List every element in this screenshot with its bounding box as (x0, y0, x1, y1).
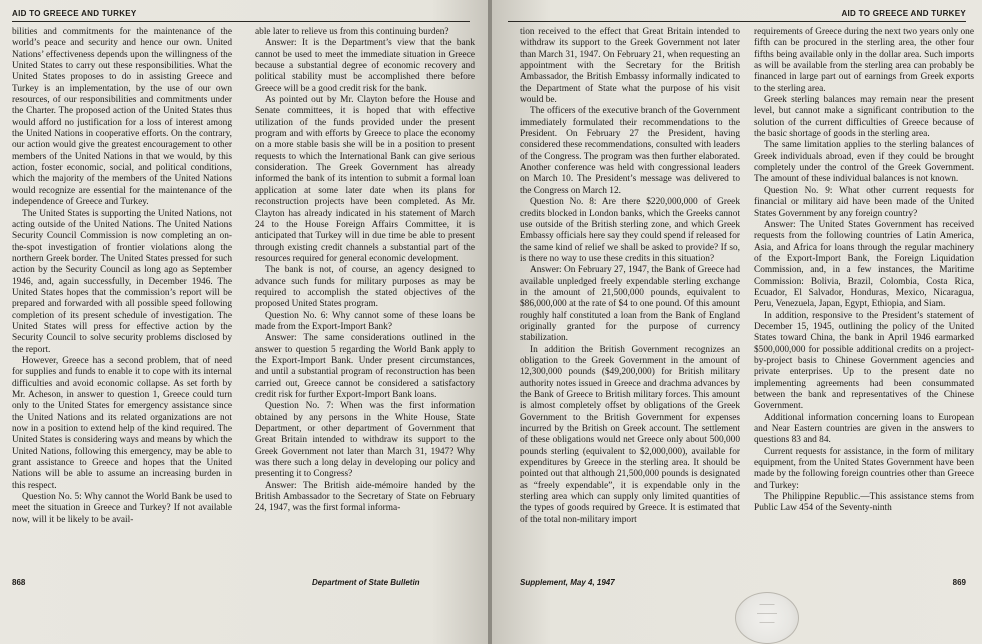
right-running-head: AID TO GREECE AND TURKEY (841, 9, 966, 18)
paragraph: Additional information concerning loans to European and Near Eastern countries are given in the answers to questions 83 and 84. (754, 412, 974, 446)
right-column-1 (520, 27, 740, 573)
answer-paragraph: Answer: On February 27, 1947, the Bank of Greece had available unpledged freely expendable sterling exchange in the amount of 21,500,000 pounds, equivalent to $86,000,000 at the rate of $4 to one pound. Of this amount roughly half constituted a loan from the Bank of England originally granted for the purpose of currency stabilization. (520, 265, 740, 344)
answer-paragraph: Answer: It is the Department’s view that the bank cannot be used to meet the immediate situation in Greece because a substantial degree of economic recovery and political stability must be accomplished there before Greece will be a good credit risk for the bank. (255, 38, 475, 94)
question-paragraph: Question No. 6: Why cannot some of these loans be made from the Export-Import Bank? (255, 310, 475, 332)
paragraph: Greek sterling balances may remain near the present level, but cannot make a significant contribution to the solution of the current difficulties of Greece because of the basic shortage of goods in the sterling area. (754, 95, 974, 140)
left-column-2 (255, 27, 475, 573)
paragraph: bilities and commitments for the maintenance of the world’s peace and security and hence our own. United Nations’ effectiveness depends upon the willingness of the United States to carry out these responsibilities. What the United States proposes to do in assisting Greece and Turkey is an implementation, by the use of our own resources, of our responsibilities and commitments under the Charter. The proposed action of the United States thus would afford no justification for a loss of interest among the United Nations in cooperative efforts. On the contrary, our action would give the greatest encouragement to other members of the United Nations in that we would, by this action, foster economic, social, and political conditions, which the majority of the members of the United Nations would recognize are essential for the maintenance of the independence of Greece and Turkey. (12, 27, 232, 208)
paragraph: able later to relieve us from this continuing burden? (255, 27, 449, 37)
paragraph: However, Greece has a second problem, that of need for supplies and funds to enable it to cope with its internal difficulties and avoid economic collapse. As set forth by Mr. Acheson, in answer to question 1, Greece could turn only to the United States for emergency assistance since the United Nations and its related organizations are not now in a position to extend help of the kind required. The United States is considering ways and means by which the United Nations, following this emergency, may be able to grant assistance to Greece and hopes that the United Nations will be able to assume an increasing burden in this respect. (12, 355, 232, 491)
answer-paragraph: Answer: The United States Government has received requests from the following countries of Latin America, Asia, and Africa for loans through the regular machinery of the Export-Import Bank, the Foreign Liquidation Commission, and, in a few instances, the Maritime Commission: Bolivia, Brazil, Colombia, Costa Rica, Ecuador, El Salvador, Honduras, Mexico, Nicaragua, Peru, Venezuela, Japan, Egypt, Ethiopia, and Siam. (754, 219, 974, 310)
right-page (492, 0, 982, 644)
left-page (0, 0, 490, 644)
left-running-head: AID TO GREECE AND TURKEY (12, 9, 137, 18)
paragraph: The bank is not, of course, an agency designed to advance such funds for military purposes as may be required to accomplish the stated objectives of the proposed United States program. (255, 265, 475, 310)
right-column-2 (754, 27, 974, 573)
question-paragraph: Question No. 5: Why cannot the World Bank be used to meet the situation in Greece and Turkey? If not available now, will it be likely to be avail- (12, 492, 232, 525)
paragraph: Current requests for assistance, in the form of military equipment, from the United States Government have been made by the following foreign countries other than Greece and Turkey: (754, 446, 974, 491)
library-stamp-image: ——— ———— ——— (735, 592, 799, 644)
paragraph: tion received to the effect that Great Britain intended to withdraw its support to the Greek Government not later than March 31, 1947. On February 21, when requesting an appointment with the Secretary for the British Ambassador, the British Embassy informally indicated to the Department of State what the purpose of his visit would be. (520, 27, 740, 106)
question-paragraph: Question No. 8: Are there $220,000,000 of Greek credits blocked in London banks, which the Greeks cannot use outside of the British sterling zone, and which Greek Embassy officials here say they could spend if released for the same kind of relief we shall be asked to provide? If so, is there no way to use these credits in this situation? (520, 197, 740, 264)
paragraph: The United States is supporting the United Nations, not acting outside of the United Nations. The United Nations Security Council Commission is now completing an on-the-spot investigation of frontier violations along the northern Greek border. The United States pressed for such action by the Security Council as long ago as September 1946, and, again successfully, in December 1946. The United States hopes that the commission’s report will be prepared and forwarded with all possible speed following completion of its present schedule of investigation. The United States will press for effective action by the Security Council to solve security problems disclosed by the report. (12, 208, 232, 355)
right-head-rule (508, 21, 966, 22)
paragraph: The officers of the executive branch of the Government immediately formulated their recommendations to the President. On February 27 the President, having considered these recommendations, consulted with leaders of the Congress. The program was then further elaborated. Another conference was held with congressional leaders on March 10. The President’s message was delivered to the Congress on March 12. (520, 106, 740, 196)
left-footer-publication: Department of State Bulletin (312, 578, 420, 587)
paragraph: In addition the British Government recognizes an obligation to the Greek Government in the amount of 12,300,000 pounds ($49,200,000) for British military authority notes issued in Greece and drachma advances by the Bank of Greece to British military forces. This amount is almost completely offset by obligations of the Greek Government to the British Government for expenses incurred by the British on Greek account. The settlement of these obligations would net Greece only about 500,000 pounds sterling (equivalent to $2,000,000), available for expenditures by Greece in the sterling area. It should be pointed out that although 21,500,000 pounds is designated as “freely expendable”, it is expendable only in the sterling area which can supply only limited quantities of the types of goods required by Greece. It is estimated that of the total non-military import (520, 344, 740, 525)
paragraph: requirements of Greece during the next two years only one fifth can be procured in the sterling area, the other four fifths being available only in the dollar area. Such imports as will be available from the sterling area can probably be financed in large part out of earnings from Greek exports to the sterling area. (754, 27, 974, 94)
paragraph: The Philippine Republic.—This assistance stems from Public Law 454 of the Seventy-ninth (754, 492, 974, 514)
answer-paragraph: Answer: The British aide-mémoire handed by the British Ambassador to the Secretary of State on February 24, 1947, was the first formal informa- (255, 480, 475, 514)
paragraph: The same limitation applies to the sterling balances of Greek individuals abroad, even if they could be brought completely under the control of the Greek Government. The amount of these individual balances is not known. (754, 140, 974, 185)
left-head-rule (12, 21, 470, 22)
left-page-number: 868 (12, 578, 26, 587)
paragraph: As pointed out by Mr. Clayton before the House and Senate committees, it is hoped that with effective utilization of the funds provided under the present program and with efforts by Greece to place the economy on a more stable basis she will be in a position to present requests to which the International Bank can give serious consideration. The Greek Government has already informed the bank of its intention to submit a formal loan application at some later date when its plans for reconstruction projects have been completed. As Mr. Clayton has already indicated in his statement of March 24 to the House Foreign Affairs Committee, it is anticipated that Turkey will in due time be able to present through existing credit channels a substantial part of the resources required for general economic development. (255, 95, 475, 264)
answer-paragraph: Answer: The same considerations outlined in the answer to question 5 regarding the World Bank apply to the Export-Import Bank. Under present circumstances, and until a substantial program of reconstruction has been carried out, Greece cannot be considered a satisfactory credit risk for further Export-Import Bank loans. (255, 333, 475, 400)
question-paragraph: Question No. 9: What other current requests for financial or military aid have been made of the United States Government by any foreign country? (754, 185, 974, 219)
right-page-number: 869 (952, 578, 966, 587)
left-column-1 (12, 27, 232, 573)
right-footer-publication: Supplement, May 4, 1947 (520, 578, 615, 587)
paragraph: In addition, responsive to the President’s statement of December 15, 1945, outlining the policy of the United States toward China, the bank in April 1946 earmarked $500,000,000 for possible additional credits on a project-by-project basis to Chinese Government agencies and private enterprises. Up to the present date no implementing agreements had been consummated between the bank and representatives of the Chinese Government. (754, 310, 974, 412)
question-paragraph: Question No. 7: When was the first information obtained by any persons in the White House, State Department, or other department of Government that Great Britain intended to withdraw its support to the Greek Government not later than March 31, 1947? Why was there such a long delay in developing our policy and presenting it to Congress? (255, 401, 475, 480)
